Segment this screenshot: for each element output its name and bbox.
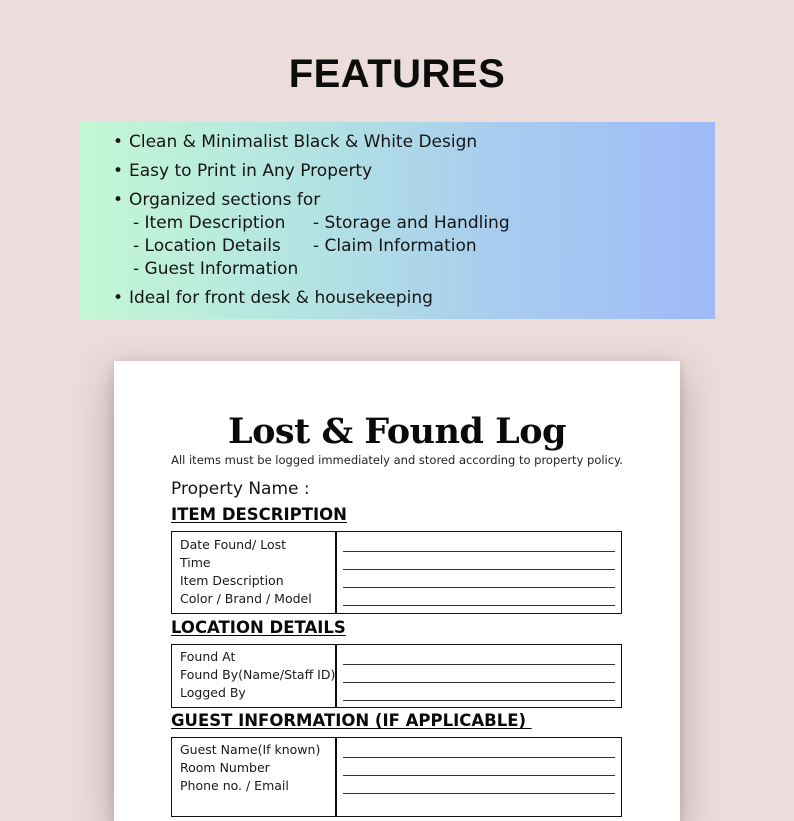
section-heading-guest-information: GUEST INFORMATION (IF APPLICABLE) (171, 711, 532, 730)
bullet-icon: • (113, 288, 124, 308)
feature-item: • Ideal for front desk & housekeeping (113, 288, 433, 308)
field-label: Phone no. / Email (180, 778, 289, 793)
field-label: Date Found/ Lost (180, 537, 287, 552)
item-description-table (171, 531, 622, 614)
feature-item: • Easy to Print in Any Property (113, 161, 373, 181)
bullet-icon: • (113, 161, 124, 181)
fill-in-line[interactable] (343, 551, 615, 552)
field-label: Logged By (180, 685, 246, 700)
feature-sub-item: - Item Description (133, 213, 286, 233)
fill-in-line[interactable] (343, 700, 615, 701)
field-label: Time (180, 555, 211, 570)
section-heading-item-description: ITEM DESCRIPTION (171, 505, 347, 524)
features-heading: FEATURES (288, 52, 506, 96)
feature-item: • Organized sections for (113, 190, 321, 210)
field-label: Color / Brand / Model (180, 591, 312, 606)
fill-in-line[interactable] (343, 569, 615, 570)
table-divider (335, 532, 337, 613)
log-sheet-preview (114, 361, 680, 821)
field-label: Found By(Name/Staff ID) (180, 667, 336, 682)
fill-in-line[interactable] (343, 775, 615, 776)
feature-sub-item: - Storage and Handling (313, 213, 510, 233)
feature-item: • Clean & Minimalist Black & White Design (113, 132, 478, 152)
fill-in-line[interactable] (343, 757, 615, 758)
field-label: Found At (180, 649, 236, 664)
fill-in-line[interactable] (343, 605, 615, 606)
section-heading-location-details: LOCATION DETAILS (171, 618, 346, 637)
field-label: Item Description (180, 573, 284, 588)
log-subtitle: All items must be logged immediately and stored according to property policy. (171, 453, 623, 467)
fill-in-line[interactable] (343, 682, 615, 683)
bullet-icon: • (113, 190, 124, 210)
log-title: Lost & Found Log (227, 411, 567, 452)
feature-sub-item: - Claim Information (313, 236, 477, 256)
bullet-icon: • (113, 132, 124, 152)
table-divider (335, 738, 337, 816)
location-details-table (171, 644, 622, 708)
feature-sub-item: - Location Details (133, 236, 281, 256)
field-label: Guest Name(If known) (180, 742, 321, 757)
guest-information-table (171, 737, 622, 817)
features-list-box (79, 122, 715, 319)
property-name-label: Property Name : (171, 479, 310, 499)
fill-in-line[interactable] (343, 664, 615, 665)
field-label: Room Number (180, 760, 270, 775)
feature-sub-item: - Guest Information (133, 259, 299, 279)
fill-in-line[interactable] (343, 587, 615, 588)
